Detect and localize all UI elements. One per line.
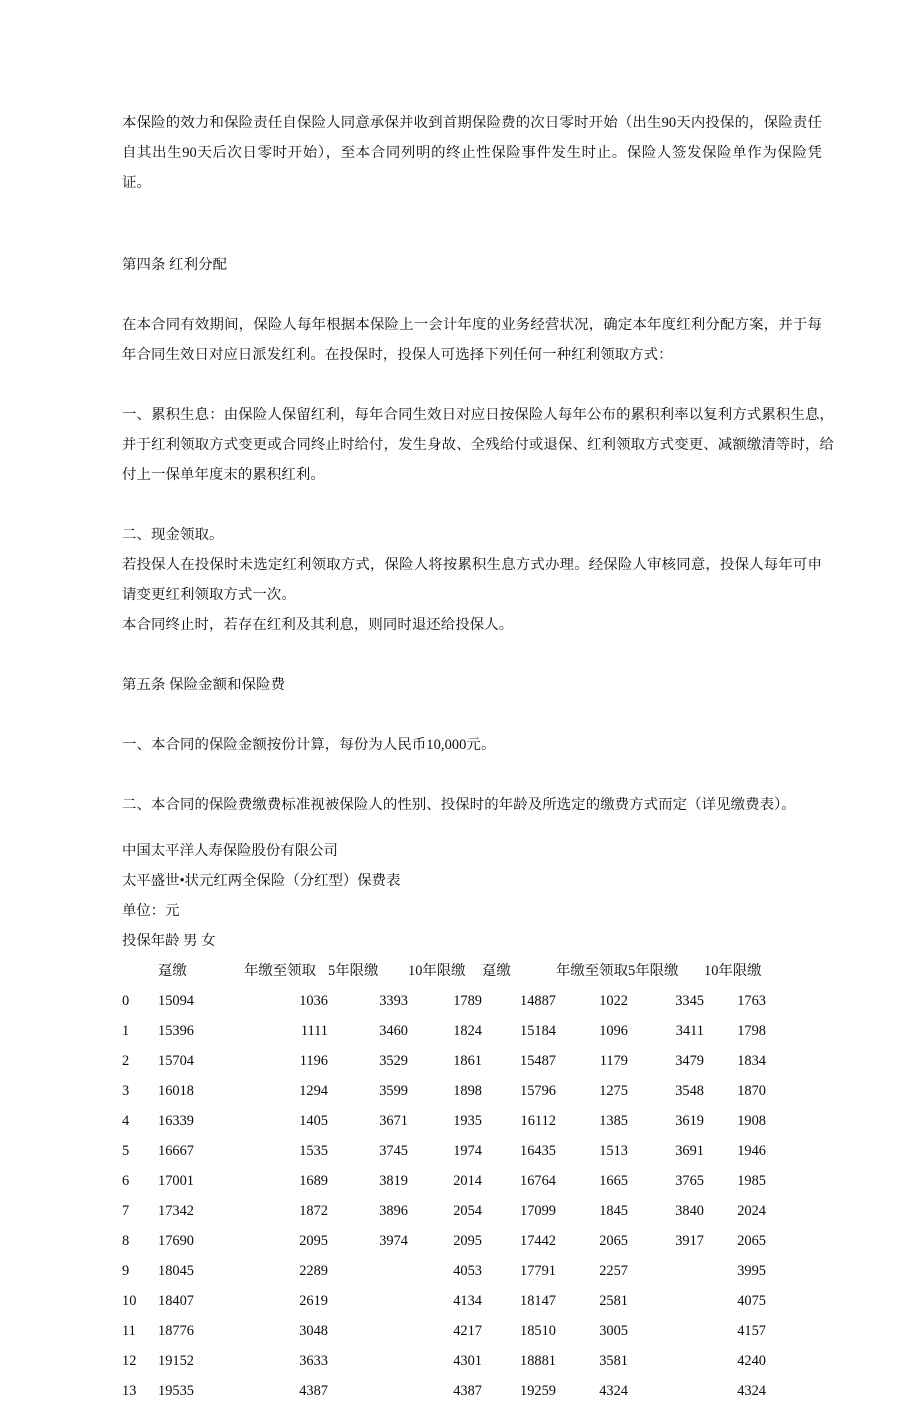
cell-female-5-year: 3548 bbox=[675, 1083, 704, 1099]
header-male-annual: 年缴至领取 bbox=[244, 963, 316, 979]
header-male-10-year: 10年限缴 bbox=[408, 963, 466, 979]
cell-male-lump-sum: 16018 bbox=[158, 1083, 194, 1099]
rate-table-header-row bbox=[122, 956, 766, 986]
cell-female-lump-sum: 16764 bbox=[520, 1173, 556, 1189]
cell-male-5-year: 3671 bbox=[379, 1113, 408, 1129]
cell-male-10-year: 4053 bbox=[453, 1263, 482, 1279]
cell-female-annual: 3581 bbox=[599, 1353, 628, 1369]
cell-male-5-year: 3819 bbox=[379, 1173, 408, 1189]
rate-table-unit-label: 单位：元 bbox=[122, 903, 180, 919]
cell-male-5-year: 3745 bbox=[379, 1143, 408, 1159]
cell-female-annual: 1179 bbox=[599, 1053, 628, 1069]
cell-male-10-year: 4217 bbox=[453, 1323, 482, 1339]
cell-female-10-year: 1946 bbox=[737, 1143, 766, 1159]
clause-5-item-2: 二、本合同的保险费缴费标准视被保险人的性别、投保时的年龄及所选定的缴费方式而定（详见缴费表）。 bbox=[122, 797, 796, 813]
cell-female-annual: 3005 bbox=[599, 1323, 628, 1339]
table-row bbox=[122, 1346, 766, 1376]
header-female-5-year: 5年限缴 bbox=[628, 963, 679, 979]
table-row bbox=[122, 1226, 766, 1256]
cell-male-annual: 3633 bbox=[299, 1353, 328, 1369]
clause-5-item-1: 一、本合同的保险金额按份计算，每份为人民币10,000元。 bbox=[122, 737, 496, 753]
cell-female-annual: 1845 bbox=[599, 1203, 628, 1219]
header-female-10-year: 10年限缴 bbox=[704, 963, 762, 979]
cell-age: 8 bbox=[122, 1233, 130, 1249]
cell-male-annual: 2095 bbox=[299, 1233, 328, 1249]
cell-female-annual: 2581 bbox=[599, 1293, 628, 1309]
cell-female-lump-sum: 18147 bbox=[520, 1293, 556, 1309]
cell-female-5-year: 3840 bbox=[675, 1203, 704, 1219]
cell-female-10-year: 2065 bbox=[737, 1233, 766, 1249]
cell-female-10-year: 1763 bbox=[737, 993, 766, 1009]
cell-age: 13 bbox=[122, 1383, 137, 1399]
cell-male-lump-sum: 17001 bbox=[158, 1173, 194, 1189]
table-row bbox=[122, 1076, 766, 1106]
cell-male-lump-sum: 15396 bbox=[158, 1023, 194, 1039]
rate-table-body bbox=[122, 986, 766, 1406]
cell-female-5-year: 3917 bbox=[675, 1233, 704, 1249]
cell-age: 2 bbox=[122, 1053, 130, 1069]
cell-female-lump-sum: 15184 bbox=[520, 1023, 556, 1039]
table-row bbox=[122, 1376, 766, 1406]
cell-female-lump-sum: 18881 bbox=[520, 1353, 556, 1369]
cell-female-5-year: 3765 bbox=[675, 1173, 704, 1189]
cell-female-annual: 2257 bbox=[599, 1263, 628, 1279]
cell-male-annual: 1405 bbox=[299, 1113, 328, 1129]
cell-female-5-year: 3479 bbox=[675, 1053, 704, 1069]
cell-male-10-year: 1974 bbox=[453, 1143, 482, 1159]
cell-female-5-year bbox=[628, 1286, 704, 1316]
cell-male-10-year: 1898 bbox=[453, 1083, 482, 1099]
cell-female-lump-sum: 16112 bbox=[520, 1113, 556, 1129]
cell-male-5-year bbox=[328, 1346, 408, 1376]
cell-female-10-year: 4324 bbox=[737, 1383, 766, 1399]
cell-female-5-year bbox=[628, 1316, 704, 1346]
paragraph-effective-clause: 本保险的效力和保险责任自保险人同意承保并收到首期保险费的次日零时开始（出生90天内投保的，保险责任自其出生90天后次日零时开始），至本合同列明的终止性保险事件发生时止。保险人签发保险单作为保险凭证。 bbox=[122, 115, 822, 191]
cell-age: 4 bbox=[122, 1113, 130, 1129]
cell-female-annual: 2065 bbox=[599, 1233, 628, 1249]
cell-female-10-year: 2024 bbox=[737, 1203, 766, 1219]
table-row bbox=[122, 1286, 766, 1316]
cell-female-annual: 1096 bbox=[599, 1023, 628, 1039]
cell-male-5-year bbox=[328, 1256, 408, 1286]
spacer bbox=[122, 820, 822, 836]
cell-male-10-year: 2054 bbox=[453, 1203, 482, 1219]
cell-male-annual: 1872 bbox=[299, 1203, 328, 1219]
cell-male-lump-sum: 19152 bbox=[158, 1353, 194, 1369]
cell-age: 0 bbox=[122, 993, 130, 1009]
document-body bbox=[122, 108, 834, 1406]
header-male-lump-sum: 趸缴 bbox=[158, 963, 187, 979]
cell-male-5-year: 3460 bbox=[379, 1023, 408, 1039]
cell-female-10-year: 3995 bbox=[737, 1263, 766, 1279]
cell-female-annual: 1665 bbox=[599, 1173, 628, 1189]
cell-female-10-year: 1985 bbox=[737, 1173, 766, 1189]
cell-female-annual: 1275 bbox=[599, 1083, 628, 1099]
rate-table-group-header: 投保年龄 男 女 bbox=[122, 933, 216, 949]
cell-male-annual: 1196 bbox=[299, 1053, 328, 1069]
cell-male-lump-sum: 15704 bbox=[158, 1053, 194, 1069]
cell-female-5-year bbox=[628, 1346, 704, 1376]
spacer bbox=[122, 640, 822, 670]
cell-female-10-year: 4240 bbox=[737, 1353, 766, 1369]
cell-female-lump-sum: 17791 bbox=[520, 1263, 556, 1279]
spacer bbox=[122, 700, 822, 730]
cell-female-lump-sum: 15487 bbox=[520, 1053, 556, 1069]
cell-male-annual: 2619 bbox=[299, 1293, 328, 1309]
cell-male-5-year bbox=[328, 1316, 408, 1346]
cell-male-5-year: 3393 bbox=[379, 993, 408, 1009]
clause-4-intro: 在本合同有效期间，保险人每年根据本保险上一会计年度的业务经营状况，确定本年度红利分配方案，并于每年合同生效日对应日派发红利。在投保时，投保人可选择下列任何一种红利领取方式： bbox=[122, 317, 822, 363]
cell-male-annual: 4387 bbox=[299, 1383, 328, 1399]
cell-age: 1 bbox=[122, 1023, 130, 1039]
cell-male-annual: 1535 bbox=[299, 1143, 328, 1159]
cell-male-10-year: 2095 bbox=[453, 1233, 482, 1249]
cell-female-lump-sum: 17099 bbox=[520, 1203, 556, 1219]
cell-age: 10 bbox=[122, 1293, 137, 1309]
cell-female-5-year bbox=[628, 1376, 704, 1406]
cell-male-10-year: 2014 bbox=[453, 1173, 482, 1189]
cell-male-10-year: 1824 bbox=[453, 1023, 482, 1039]
cell-female-10-year: 4157 bbox=[737, 1323, 766, 1339]
cell-age: 11 bbox=[122, 1323, 136, 1339]
cell-female-5-year bbox=[628, 1256, 704, 1286]
cell-age: 3 bbox=[122, 1083, 130, 1099]
cell-male-5-year: 3974 bbox=[379, 1233, 408, 1249]
cell-male-lump-sum: 17690 bbox=[158, 1233, 194, 1249]
table-row bbox=[122, 1166, 766, 1196]
insurer-company-name: 中国太平洋人寿保险股份有限公司 bbox=[122, 843, 338, 859]
clause-4-item-2-heading: 二、现金领取。 bbox=[122, 527, 224, 543]
cell-female-annual: 1385 bbox=[599, 1113, 628, 1129]
cell-male-annual: 1294 bbox=[299, 1083, 328, 1099]
cell-female-10-year: 1798 bbox=[737, 1023, 766, 1039]
clause-4-item-1: 一、累积生息：由保险人保留红利，每年合同生效日对应日按保险人每年公布的累积利率以复利方式累积生息，并于红利领取方式变更或合同终止时给付，发生身故、全残给付或退保、红利领取方式变更、减额缴清等时，给付上一保单年度末的累积红利。 bbox=[122, 407, 834, 483]
cell-female-10-year: 1834 bbox=[737, 1053, 766, 1069]
cell-male-annual: 2289 bbox=[299, 1263, 328, 1279]
cell-age: 5 bbox=[122, 1143, 130, 1159]
cell-male-5-year bbox=[328, 1376, 408, 1406]
premium-rate-table bbox=[122, 956, 766, 1406]
cell-male-lump-sum: 16667 bbox=[158, 1143, 194, 1159]
spacer bbox=[122, 370, 822, 400]
header-age bbox=[122, 956, 158, 986]
cell-male-5-year bbox=[328, 1286, 408, 1316]
cell-female-lump-sum: 19259 bbox=[520, 1383, 556, 1399]
cell-female-lump-sum: 18510 bbox=[520, 1323, 556, 1339]
cell-male-10-year: 4301 bbox=[453, 1353, 482, 1369]
clause-5-title: 第五条 保险金额和保险费 bbox=[122, 677, 286, 693]
cell-female-lump-sum: 14887 bbox=[520, 993, 556, 1009]
clause-4-title: 第四条 红利分配 bbox=[122, 257, 228, 273]
table-row bbox=[122, 1106, 766, 1136]
cell-male-lump-sum: 16339 bbox=[158, 1113, 194, 1129]
cell-male-annual: 1111 bbox=[300, 1023, 328, 1039]
table-row bbox=[122, 1256, 766, 1286]
cell-female-lump-sum: 17442 bbox=[520, 1233, 556, 1249]
cell-male-lump-sum: 18407 bbox=[158, 1293, 194, 1309]
cell-male-lump-sum: 18045 bbox=[158, 1263, 194, 1279]
spacer bbox=[122, 490, 822, 520]
cell-male-10-year: 1861 bbox=[453, 1053, 482, 1069]
header-female-annual: 年缴至领取 bbox=[556, 963, 628, 979]
cell-female-annual: 1022 bbox=[599, 993, 628, 1009]
cell-female-annual: 4324 bbox=[599, 1383, 628, 1399]
spacer bbox=[122, 760, 822, 790]
rate-table-title: 太平盛世•状元红两全保险（分红型）保费表 bbox=[122, 873, 401, 889]
cell-female-5-year: 3691 bbox=[675, 1143, 704, 1159]
spacer bbox=[122, 280, 822, 310]
cell-female-10-year: 4075 bbox=[737, 1293, 766, 1309]
table-row bbox=[122, 1136, 766, 1166]
cell-age: 9 bbox=[122, 1263, 130, 1279]
cell-female-annual: 1513 bbox=[599, 1143, 628, 1159]
cell-male-lump-sum: 18776 bbox=[158, 1323, 194, 1339]
cell-female-lump-sum: 15796 bbox=[520, 1083, 556, 1099]
header-female-lump-sum: 趸缴 bbox=[482, 963, 511, 979]
cell-male-lump-sum: 17342 bbox=[158, 1203, 194, 1219]
table-row bbox=[122, 986, 766, 1016]
cell-male-5-year: 3896 bbox=[379, 1203, 408, 1219]
rate-table-head bbox=[122, 956, 766, 986]
cell-male-annual: 1689 bbox=[299, 1173, 328, 1189]
cell-male-5-year: 3529 bbox=[379, 1053, 408, 1069]
table-row bbox=[122, 1316, 766, 1346]
table-row bbox=[122, 1196, 766, 1226]
cell-male-lump-sum: 19535 bbox=[158, 1383, 194, 1399]
cell-female-lump-sum: 16435 bbox=[520, 1143, 556, 1159]
spacer bbox=[122, 198, 822, 250]
clause-4-item-2-body: 若投保人在投保时未选定红利领取方式，保险人将按累积生息方式办理。经保险人审核同意，投保人每年可申请变更红利领取方式一次。 bbox=[122, 557, 822, 603]
cell-male-10-year: 1789 bbox=[453, 993, 482, 1009]
cell-male-annual: 3048 bbox=[299, 1323, 328, 1339]
cell-age: 6 bbox=[122, 1173, 130, 1189]
cell-male-lump-sum: 15094 bbox=[158, 993, 194, 1009]
cell-age: 12 bbox=[122, 1353, 137, 1369]
cell-female-10-year: 1870 bbox=[737, 1083, 766, 1099]
cell-age: 7 bbox=[122, 1203, 130, 1219]
table-row bbox=[122, 1046, 766, 1076]
cell-female-10-year: 1908 bbox=[737, 1113, 766, 1129]
premium-rate-table-block bbox=[122, 836, 822, 1406]
header-male-5-year: 5年限缴 bbox=[328, 963, 379, 979]
cell-male-10-year: 4134 bbox=[453, 1293, 482, 1309]
cell-male-10-year: 4387 bbox=[453, 1383, 482, 1399]
cell-female-5-year: 3619 bbox=[675, 1113, 704, 1129]
cell-male-10-year: 1935 bbox=[453, 1113, 482, 1129]
cell-female-5-year: 3411 bbox=[675, 1023, 704, 1039]
cell-female-5-year: 3345 bbox=[675, 993, 704, 1009]
table-row bbox=[122, 1016, 766, 1046]
clause-4-item-2-tail: 本合同终止时，若存在红利及其利息，则同时退还给投保人。 bbox=[122, 617, 514, 633]
cell-male-annual: 1036 bbox=[299, 993, 328, 1009]
cell-male-5-year: 3599 bbox=[379, 1083, 408, 1099]
